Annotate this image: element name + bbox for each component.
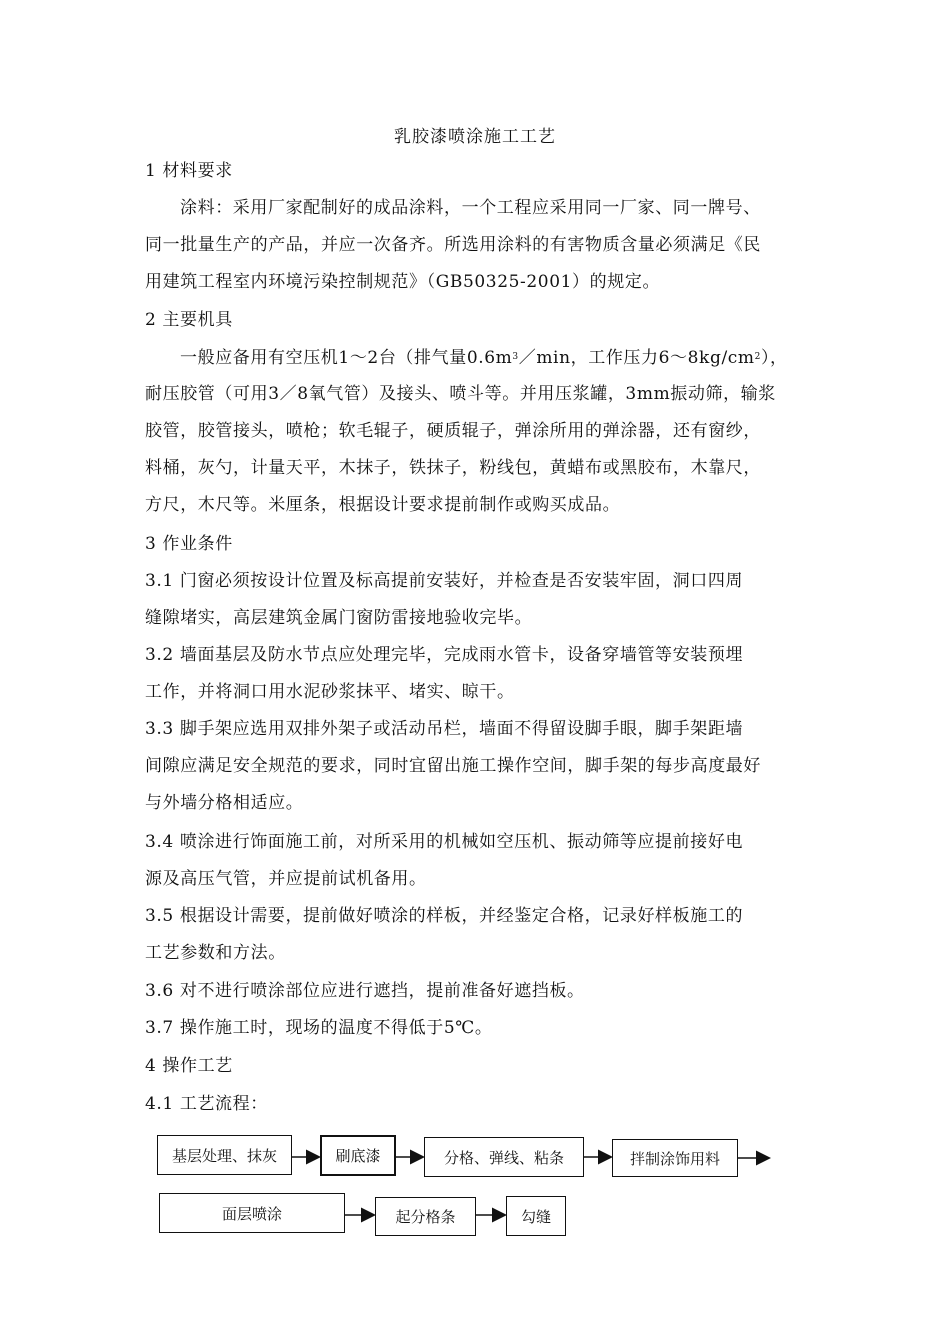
paragraph-line: 工作，并将洞口用水泥砂浆抹平、堵实、晾干。 — [145, 682, 515, 702]
paragraph-line: 3.4 喷涂进行饰面施工前，对所采用的机械如空压机、振动筛等应提前接好电 — [145, 832, 744, 852]
text-run: ）， — [760, 348, 788, 368]
flow-step-layout: 分格、弹线、粘条 — [424, 1137, 584, 1177]
text-run: 一般应备用有空压机1～2台（排气量0.6m — [180, 348, 513, 368]
paragraph-line: 3.3 脚手架应选用双排外架子或活动吊栏，墙面不得留设脚手眼，脚手架距墙 — [145, 719, 744, 739]
paragraph-line: 料桶，灰勺，计量天平，木抹子，铁抹子，粉线包，黄蜡布或黑胶布，木靠尺， — [145, 458, 761, 478]
section-4-heading: 4 操作工艺 — [145, 1056, 233, 1076]
flow-step-pointing: 勾缝 — [506, 1196, 566, 1236]
paragraph-line: 3.1 门窗必须按设计位置及标高提前安装好，并检查是否安装牢固，洞口四周 — [145, 571, 744, 591]
superscript: 2 — [754, 352, 761, 362]
paragraph-line: 耐压胶管（可用3／8氧气管）及接头、喷斗等。并用压浆罐，3mm振动筛，输浆 — [145, 384, 776, 404]
flow-step-top-spray: 面层喷涂 — [159, 1193, 345, 1233]
flow-step-base-treatment: 基层处理、抹灰 — [157, 1135, 292, 1175]
paragraph-line: 用建筑工程室内环境污染控制规范》（GB50325-2001）的规定。 — [145, 272, 661, 292]
paragraph-line: 涂料：采用厂家配制好的成品涂料，一个工程应采用同一厂家、同一牌号、 — [180, 198, 761, 218]
text-run: ／min，工作压力6～8kg/cm — [518, 348, 755, 368]
flow-step-primer: 刷底漆 — [320, 1135, 396, 1176]
paragraph-line: 方尺，木尺等。米厘条，根据设计要求提前制作或购买成品。 — [145, 495, 621, 515]
flow-step-remove-strips: 起分格条 — [375, 1197, 476, 1236]
superscript: 3 — [512, 352, 519, 362]
paragraph-line: 缝隙堵实，高层建筑金属门窗防雷接地验收完毕。 — [145, 608, 533, 628]
section-2-heading: 2 主要机具 — [145, 310, 233, 330]
flow-step-mix-material: 拌制涂饰用料 — [612, 1139, 738, 1177]
paragraph-line: 与外墙分格相适应。 — [145, 793, 304, 813]
paragraph-line: 源及高压气管，并应提前试机备用。 — [145, 869, 427, 889]
paragraph-line: 3.5 根据设计需要，提前做好喷涂的样板，并经鉴定合格，记录好样板施工的 — [145, 906, 744, 926]
paragraph-line: 间隙应满足安全规范的要求，同时宜留出施工操作空间，脚手架的每步高度最好 — [145, 756, 761, 776]
paragraph-line: 3.2 墙面基层及防水节点应处理完毕，完成雨水管卡，设备穿墙管等安装预埋 — [145, 645, 744, 665]
paragraph-line: 同一批量生产的产品，并应一次备齐。所选用涂料的有害物质含量必须满足《民 — [145, 235, 761, 255]
section-1-heading: 1 材料要求 — [145, 161, 233, 181]
paragraph-line: 工艺参数和方法。 — [145, 943, 286, 963]
paragraph-line: 3.6 对不进行喷涂部位应进行遮挡，提前准备好遮挡板。 — [145, 981, 585, 1001]
paragraph-line: 胶管，胶管接头，喷枪；软毛辊子，硬质辊子，弹涂所用的弹涂器，还有窗纱， — [145, 421, 761, 441]
paragraph-line: 3.7 操作施工时，现场的温度不得低于5℃。 — [145, 1018, 493, 1038]
paragraph-line: 4.1 工艺流程： — [145, 1094, 268, 1114]
page-title: 乳胶漆喷涂施工工艺 — [394, 127, 556, 147]
section-3-heading: 3 作业条件 — [145, 534, 233, 554]
